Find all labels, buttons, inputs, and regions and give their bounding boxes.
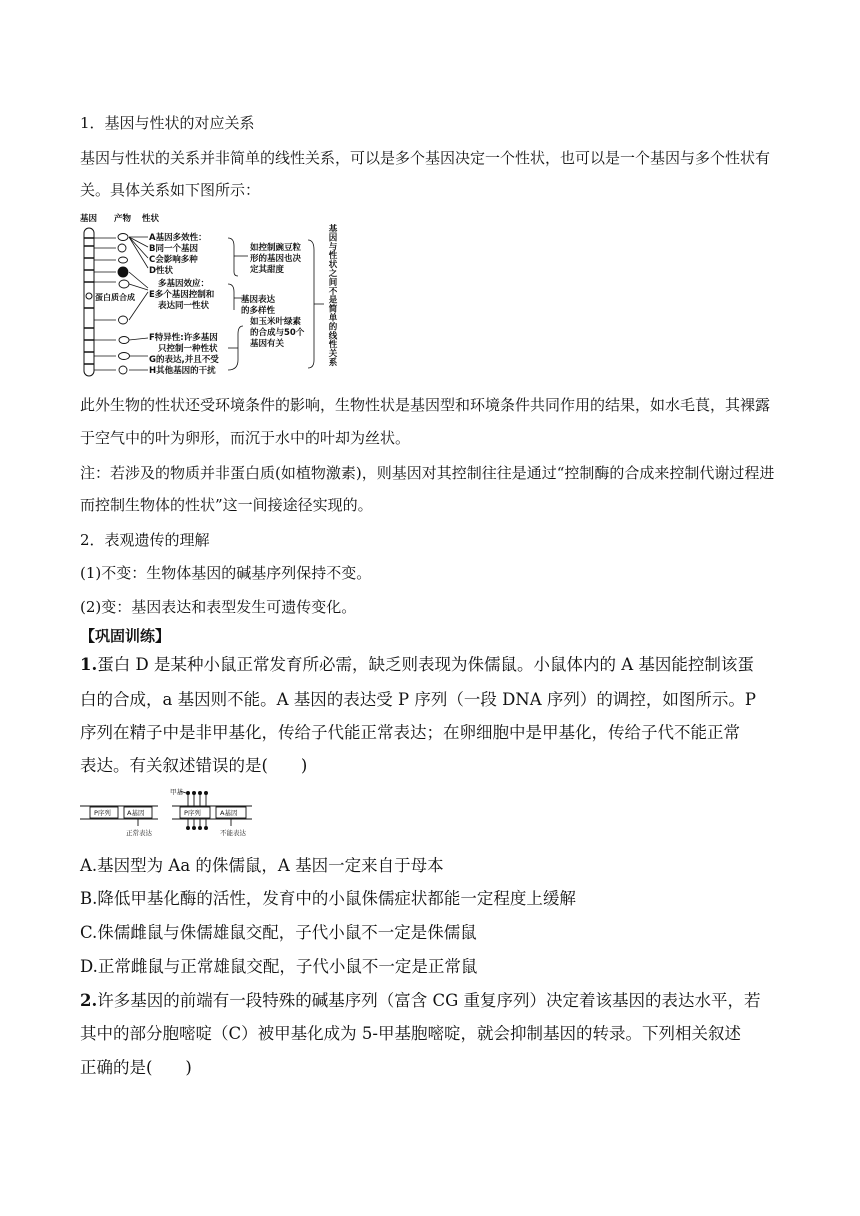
list-item: (1)不变：生物体基因的碱基序列保持不变。 bbox=[80, 564, 372, 582]
question-text: 表达。有关叙述错误的是( ) bbox=[80, 756, 308, 775]
paragraph: 于空气中的叶为卵形，而沉于水中的叶却为丝状。 bbox=[80, 429, 411, 447]
question-text: 许多基因的前端有一段特殊的碱基序列（富含 CG 重复序列）决定着该基因的表达水平，若 bbox=[97, 991, 761, 1010]
paragraph: 关。具体关系如下图所示： bbox=[80, 181, 261, 199]
paragraph: 此外生物的性状还受环境条件的影响，生物性状是基因型和环境条件共同作用的结果，如水毛茛，其裸露 bbox=[80, 396, 771, 414]
question-text: 序列在精子中是非甲基化，传给子代能正常表达；在卵细胞中是甲基化，传给子代不能正常 bbox=[80, 723, 740, 742]
trait-label-f-cont: 只控制一种性状 bbox=[158, 344, 218, 354]
trait-label-e: E多个基因控制和 bbox=[149, 290, 215, 300]
trait-label-d: D性状 bbox=[149, 266, 174, 276]
pea-example-line1: 如控制豌豆粒 bbox=[250, 243, 302, 253]
option-b: B.降低甲基化酶的活性，发育中的小鼠侏儒症状都能一定程度上缓解 bbox=[80, 889, 576, 908]
trait-label-h: H其他基因的干扰 bbox=[149, 366, 216, 376]
corn-example-line2: 的合成与50个 bbox=[250, 328, 305, 338]
chromosome-icon bbox=[84, 228, 94, 376]
trait-label-f: F特异性:许多基因 bbox=[149, 333, 218, 343]
a-gene-box: A基因 bbox=[220, 809, 238, 817]
trait-label-e-cont: 表达同一性状 bbox=[158, 301, 210, 311]
question-text: 蛋白 D 是某种小鼠正常发育所必需，缺乏则表现为侏儒鼠。小鼠体内的 A 基因能控制该蛋 bbox=[97, 655, 754, 674]
diversity-label-line2: 的多样性 bbox=[241, 306, 276, 316]
note: 注：若涉及的物质并非蛋白质(如植物激素)，则基因对其控制往往是通过“控制酶的合成来控制代谢过程进 bbox=[80, 464, 775, 482]
pea-example-line3: 定其甜度 bbox=[250, 265, 285, 275]
diagram-header-trait: 性状 bbox=[142, 214, 160, 224]
p-sequence-box: P序列 bbox=[94, 809, 111, 817]
methylation-figure bbox=[80, 788, 255, 838]
normal-expression-label: 正常表达 bbox=[126, 829, 152, 837]
pea-example-line2: 形的基因也决 bbox=[250, 254, 302, 264]
corn-example-line1: 如玉米叶绿素 bbox=[250, 317, 302, 327]
protein-synthesis-label: 蛋白质合成 bbox=[95, 293, 135, 302]
question-2-line1 bbox=[80, 991, 761, 1011]
diagram-header-product: 产物 bbox=[114, 214, 132, 224]
option-a: A.基因型为 Aa 的侏儒鼠，A 基因一定来自于母本 bbox=[80, 856, 444, 875]
question-1-line1 bbox=[80, 655, 754, 675]
polygenic-title: 多基因效应： bbox=[158, 279, 210, 289]
diversity-label-line1: 基因表达 bbox=[241, 295, 276, 305]
no-expression-label: 不能表达 bbox=[220, 829, 246, 837]
protein-product-icons bbox=[118, 234, 130, 375]
methyl-label: 甲基 bbox=[170, 788, 183, 796]
question-text: 正确的是( ) bbox=[80, 1058, 192, 1077]
a-gene-box: A基因 bbox=[127, 809, 145, 817]
list-item: (2)变：基因表达和表型发生可遗传变化。 bbox=[80, 598, 357, 616]
question-number: 1. bbox=[80, 655, 98, 674]
trait-label-a: A基因多效性： bbox=[149, 233, 207, 243]
p-sequence-box: P序列 bbox=[184, 809, 201, 817]
option-d: D.正常雌鼠与正常雄鼠交配，子代小鼠不一定是正常鼠 bbox=[80, 957, 478, 976]
trait-label-g: G的表达,并且不受 bbox=[149, 355, 219, 365]
gene-trait-diagram bbox=[78, 210, 348, 380]
section-2-title: 2．表观遗传的理解 bbox=[80, 531, 210, 549]
conclusion-vertical-text: 基因与性状之间不是简单的线性关系 bbox=[327, 224, 337, 367]
trait-label-c: C会影响多种 bbox=[149, 255, 198, 265]
question-number: 2. bbox=[80, 991, 98, 1010]
trait-label-b: B同一个基因 bbox=[149, 244, 198, 254]
option-c: C.侏儒雌鼠与侏儒雄鼠交配，子代小鼠不一定是侏儒鼠 bbox=[80, 923, 477, 942]
question-text: 其中的部分胞嘧啶（C）被甲基化成为 5-甲基胞嘧啶，就会抑制基因的转录。下列相关叙述 bbox=[80, 1024, 741, 1043]
paragraph: 基因与性状的关系并非简单的线性关系，可以是多个基因决定一个性状，也可以是一个基因与多个性状有 bbox=[80, 149, 771, 167]
question-text: 白的合成，a 基因则不能。A 基因的表达受 P 序列（一段 DNA 序列）的调控，如图所示。P bbox=[80, 690, 757, 709]
note: 而控制生物体的性状”这一间接途径实现的。 bbox=[80, 496, 373, 514]
diagram-header-gene: 基因 bbox=[80, 214, 98, 224]
section-1-title: 1．基因与性状的对应关系 bbox=[80, 114, 255, 132]
corn-example-line3: 基因有关 bbox=[250, 339, 285, 349]
practice-title: 【巩固训练】 bbox=[80, 627, 171, 645]
